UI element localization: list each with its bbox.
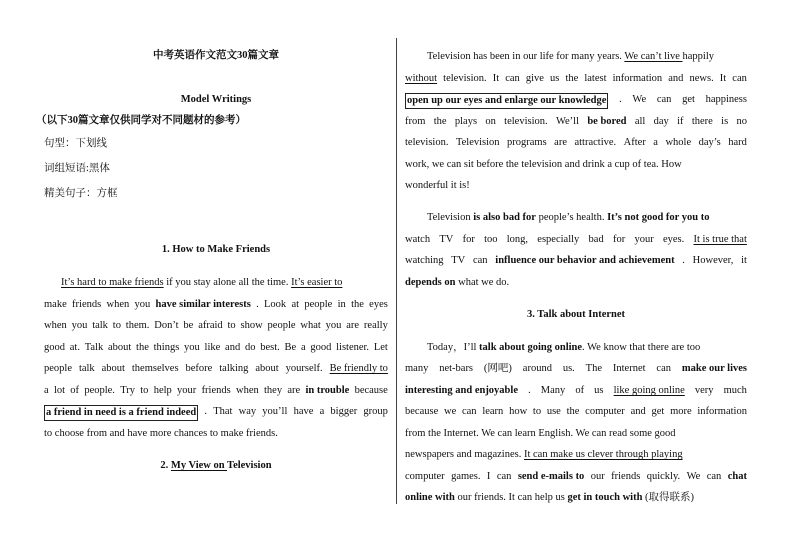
text-line xyxy=(44,427,278,441)
text-segment: people xyxy=(304,299,333,310)
bold-phrase: talk about going online xyxy=(479,342,583,353)
text-segment: learn xyxy=(482,406,504,417)
text-segment: information xyxy=(697,406,747,417)
text-segment: very xyxy=(694,385,714,396)
underlined-pattern: It is true that xyxy=(693,234,747,245)
text-segment: bad xyxy=(588,234,604,245)
boxed-sentence: open up our eyes and enlarge our knowledge xyxy=(405,93,608,109)
column-divider xyxy=(396,38,397,504)
text-segment: games. xyxy=(451,471,481,482)
text-segment: It xyxy=(719,73,727,84)
bold-phrase: send e-mails to xyxy=(517,471,585,482)
text-segment: programs xyxy=(507,137,547,148)
text-segment: do xyxy=(244,342,256,353)
text-segment: for xyxy=(612,234,626,245)
text-segment: It xyxy=(492,73,500,84)
text-segment: friends xyxy=(201,385,231,396)
text-line xyxy=(405,491,694,505)
underlined-pattern: We can’t live xyxy=(624,51,683,62)
text-segment: can xyxy=(472,255,488,266)
text-segment: in xyxy=(337,299,346,310)
legend-underline: 句型：下划线 xyxy=(44,138,107,149)
text-segment: and xyxy=(668,73,684,84)
text-segment: people. xyxy=(84,385,115,396)
text-segment: help xyxy=(153,385,172,396)
text-segment: because xyxy=(354,385,388,396)
text-segment: when xyxy=(106,299,130,310)
text-segment: and xyxy=(225,342,241,353)
text-segment: them. xyxy=(125,320,150,331)
text-segment: us xyxy=(594,385,604,396)
text-segment: is xyxy=(721,116,729,127)
text-segment: Try xyxy=(120,385,135,396)
text-segment: Many xyxy=(540,385,566,396)
text-segment: you xyxy=(184,342,200,353)
text-segment: eyes xyxy=(369,299,388,310)
text-segment: plays xyxy=(454,116,478,127)
underlined-pattern: without xyxy=(405,73,438,84)
bold-phrase: is also bad for xyxy=(473,212,536,223)
text-line xyxy=(405,405,747,419)
text-segment: television. xyxy=(443,73,487,84)
text-segment: can xyxy=(505,73,520,84)
text-segment: especially xyxy=(537,234,580,245)
text-line xyxy=(405,93,747,109)
text-segment: can xyxy=(732,73,747,84)
text-segment: Internet xyxy=(612,363,646,374)
text-segment: people xyxy=(267,320,296,331)
text-segment: way xyxy=(238,406,257,417)
text-segment: of xyxy=(70,385,80,396)
text-segment: Be xyxy=(284,342,297,353)
text-segment: Television has been in our life for many years. xyxy=(427,51,625,62)
text-segment: good xyxy=(310,342,332,353)
text-segment: to choose from and have more chances to make friends. xyxy=(44,428,278,439)
text-segment: if xyxy=(677,116,684,127)
text-segment: people xyxy=(44,363,72,374)
text-segment: day’s xyxy=(698,137,721,148)
text-segment: attractive. xyxy=(574,137,617,148)
subtitle-note: （以下30篇文章仅供同学对不同题材的参考） xyxy=(36,115,246,126)
text-segment: about xyxy=(255,363,279,374)
text-segment: the xyxy=(566,406,580,417)
text-segment: newspapers and magazines. xyxy=(405,449,524,460)
text-segment: be xyxy=(183,320,194,331)
text-segment: your xyxy=(177,385,197,396)
text-segment: what we do. xyxy=(455,277,510,288)
text-segment: about xyxy=(107,342,132,353)
bold-phrase: online with xyxy=(405,492,455,503)
text-segment: friends xyxy=(611,471,641,482)
text-line xyxy=(405,254,747,268)
text-segment: can xyxy=(496,471,512,482)
text-segment: However, xyxy=(692,255,734,266)
text-line xyxy=(405,384,747,398)
text-segment: We xyxy=(632,94,647,105)
text-segment: television. xyxy=(504,116,548,127)
text-segment: 2. xyxy=(160,460,171,471)
legend-bold: 词组短语:黑体 xyxy=(44,163,110,174)
text-segment: a xyxy=(653,137,658,148)
text-segment: of xyxy=(575,385,585,396)
text-segment: before xyxy=(185,363,213,374)
text-line xyxy=(44,405,388,421)
text-segment: are xyxy=(287,385,301,396)
text-segment: latest xyxy=(584,73,607,84)
text-segment: a xyxy=(319,406,325,417)
text-segment: what xyxy=(300,320,321,331)
text-segment: bigger xyxy=(330,406,358,417)
text-segment: you’ll xyxy=(262,406,288,417)
text-segment: talk xyxy=(78,363,95,374)
document-title: 中考英语作文范文30篇文章 xyxy=(153,50,279,61)
text-segment: on xyxy=(485,116,496,127)
text-segment: happiness xyxy=(705,94,747,105)
text-line xyxy=(44,362,388,376)
underlined-pattern: My View on xyxy=(170,460,228,471)
text-segment: you xyxy=(325,320,342,331)
text-segment: to xyxy=(532,406,542,417)
text-segment: from xyxy=(405,116,426,127)
text-line xyxy=(427,341,700,355)
text-segment: talking xyxy=(219,363,249,374)
text-segment: make xyxy=(44,299,67,310)
text-segment: if you stay alone all the time. xyxy=(163,277,292,288)
text-segment: us xyxy=(550,73,560,84)
text-segment: eyes. xyxy=(662,234,685,245)
bold-phrase: depends on xyxy=(405,277,456,288)
text-segment: when xyxy=(44,320,67,331)
text-segment: the xyxy=(351,299,364,310)
text-segment: That xyxy=(213,406,233,417)
text-segment: to xyxy=(227,320,236,331)
text-line xyxy=(44,341,388,355)
section-title-2 xyxy=(44,459,388,473)
text-segment: computer xyxy=(405,471,445,482)
text-segment: much xyxy=(723,385,747,396)
text-segment: to xyxy=(112,320,121,331)
text-segment: yourself. xyxy=(285,363,323,374)
text-segment: you xyxy=(134,299,151,310)
text-segment: can xyxy=(461,406,477,417)
text-segment: things xyxy=(153,342,180,353)
underlined-pattern: It’s easier to xyxy=(291,277,343,288)
text-segment: people’s health. xyxy=(535,212,608,223)
bold-phrase: be bored xyxy=(587,116,627,127)
text-segment: Let xyxy=(373,342,388,353)
text-segment: whole xyxy=(665,137,692,148)
text-segment: information xyxy=(612,73,663,84)
text-segment: when xyxy=(236,385,259,396)
legend-box: 精美句子：方框 xyxy=(44,188,118,199)
underlined-pattern: Be friendly to xyxy=(329,363,388,374)
text-segment: After xyxy=(623,137,646,148)
text-segment: all xyxy=(634,116,646,127)
text-segment: net-bars xyxy=(439,363,474,374)
text-segment: us. xyxy=(562,363,575,374)
text-segment: a xyxy=(300,342,306,353)
text-segment: TV xyxy=(439,234,454,245)
text-segment: The xyxy=(585,363,602,374)
text-segment: . xyxy=(682,255,685,266)
text-segment: (网吧) xyxy=(483,363,512,374)
text-segment: too xyxy=(484,234,498,245)
text-segment: Look xyxy=(264,299,287,310)
text-segment: for xyxy=(462,234,475,245)
bold-phrase: It’s not good for you to xyxy=(607,212,710,223)
text-segment: . xyxy=(528,385,531,396)
text-segment: to xyxy=(140,385,149,396)
text-segment: you xyxy=(71,320,88,331)
text-segment: Don’t xyxy=(154,320,179,331)
text-segment: . xyxy=(204,406,208,417)
text-segment: can xyxy=(656,94,672,105)
text-segment: television. xyxy=(405,137,449,148)
text-segment: Talk xyxy=(84,342,104,353)
text-segment: show xyxy=(240,320,263,331)
text-line xyxy=(405,115,747,129)
text-line xyxy=(44,298,388,312)
text-segment: and xyxy=(630,406,646,417)
text-line xyxy=(61,276,342,290)
text-segment: our friends. It can help us xyxy=(454,492,568,503)
text-segment: they xyxy=(264,385,283,396)
text-segment: good xyxy=(44,342,65,353)
bold-phrase: influence our behavior and achievement xyxy=(495,255,675,266)
text-segment: day xyxy=(653,116,669,127)
text-segment: your xyxy=(634,234,654,245)
text-segment: around xyxy=(522,363,552,374)
text-segment: Television xyxy=(455,137,500,148)
text-segment: we xyxy=(443,406,457,417)
text-segment: the xyxy=(136,342,149,353)
text-line xyxy=(405,72,747,86)
text-segment: talk xyxy=(92,320,108,331)
text-line xyxy=(405,470,747,484)
text-segment: at xyxy=(291,299,300,310)
text-segment: the xyxy=(565,73,579,84)
text-line xyxy=(405,136,747,150)
text-line xyxy=(44,319,388,333)
text-segment: are xyxy=(554,137,567,148)
text-segment: long, xyxy=(506,234,529,245)
text-segment: Today，I’ll xyxy=(427,342,480,353)
text-line xyxy=(405,276,509,290)
text-segment: give xyxy=(525,73,544,84)
text-segment: themselves xyxy=(131,363,179,374)
text-segment: listener. xyxy=(336,342,370,353)
bold-phrase: have similar interests xyxy=(155,299,251,310)
text-line xyxy=(405,233,747,247)
text-segment: no xyxy=(736,116,747,127)
text-segment: hard xyxy=(728,137,747,148)
text-segment: lot xyxy=(53,385,66,396)
bold-phrase: chat xyxy=(727,471,747,482)
underlined-pattern: It can make us clever through playing xyxy=(523,449,683,460)
text-line xyxy=(427,211,709,225)
text-line xyxy=(405,179,470,193)
text-segment: computer xyxy=(585,406,625,417)
boxed-sentence: a friend in need is a friend indeed xyxy=(44,405,198,421)
text-segment: quickly. xyxy=(646,471,681,482)
text-segment: there xyxy=(691,116,713,127)
text-line xyxy=(405,158,682,172)
section-title-1: 1. How to Make Friends xyxy=(161,244,271,255)
text-segment: Television xyxy=(427,212,474,223)
bold-phrase: interesting and enjoyable xyxy=(405,385,518,396)
underlined-pattern: like going online xyxy=(613,385,685,396)
text-segment: are xyxy=(346,320,360,331)
text-segment: . We know that there are too xyxy=(582,342,701,353)
text-segment: because xyxy=(405,406,439,417)
section-title-3: 3. Talk about Internet xyxy=(526,309,626,320)
text-segment: happily xyxy=(682,51,715,62)
text-segment: group xyxy=(363,406,388,417)
text-segment: We xyxy=(686,471,701,482)
text-segment: really xyxy=(363,320,388,331)
text-segment: watching xyxy=(405,255,444,266)
bold-phrase: get in touch with xyxy=(567,492,643,503)
text-segment: . xyxy=(256,299,259,310)
text-segment: it xyxy=(741,255,747,266)
text-segment: at. xyxy=(69,342,80,353)
bold-phrase: make our lives xyxy=(681,363,747,374)
text-segment: get xyxy=(682,94,695,105)
text-segment: like xyxy=(204,342,221,353)
text-segment: news. xyxy=(689,73,714,84)
text-line xyxy=(427,50,714,64)
text-segment: use xyxy=(546,406,561,417)
text-line xyxy=(405,362,747,376)
text-segment: can xyxy=(656,363,671,374)
text-segment: We’ll xyxy=(555,116,579,127)
text-segment: from the Internet. We can learn English. We can read some good xyxy=(405,428,676,439)
text-segment: can xyxy=(706,471,722,482)
text-segment: friends xyxy=(72,299,102,310)
text-segment: a xyxy=(44,385,49,396)
text-segment: I xyxy=(486,471,491,482)
text-segment: how xyxy=(509,406,528,417)
text-segment: get xyxy=(651,406,665,417)
text-segment: many xyxy=(405,363,429,374)
text-segment: have xyxy=(293,406,314,417)
text-segment: about xyxy=(101,363,125,374)
underlined-pattern: It’s hard to make friends xyxy=(61,277,164,288)
text-segment: Television xyxy=(227,460,272,471)
text-segment: . xyxy=(619,94,622,105)
text-line xyxy=(44,384,388,398)
text-segment: (取得联系) xyxy=(642,492,695,503)
text-segment: wonderful it is! xyxy=(405,180,470,191)
text-segment: TV xyxy=(451,255,466,266)
subtitle-english: Model Writings xyxy=(180,94,252,105)
text-segment: the xyxy=(433,116,447,127)
text-segment: our xyxy=(590,471,605,482)
text-segment: work, we can sit before the television and drink a cup of tea. How xyxy=(405,159,682,170)
text-segment: best. xyxy=(260,342,280,353)
text-line xyxy=(405,427,676,441)
text-line xyxy=(405,448,683,462)
bold-phrase: in trouble xyxy=(305,385,350,396)
text-segment: afraid xyxy=(198,320,223,331)
text-segment: watch xyxy=(405,234,431,245)
text-segment: more xyxy=(670,406,692,417)
